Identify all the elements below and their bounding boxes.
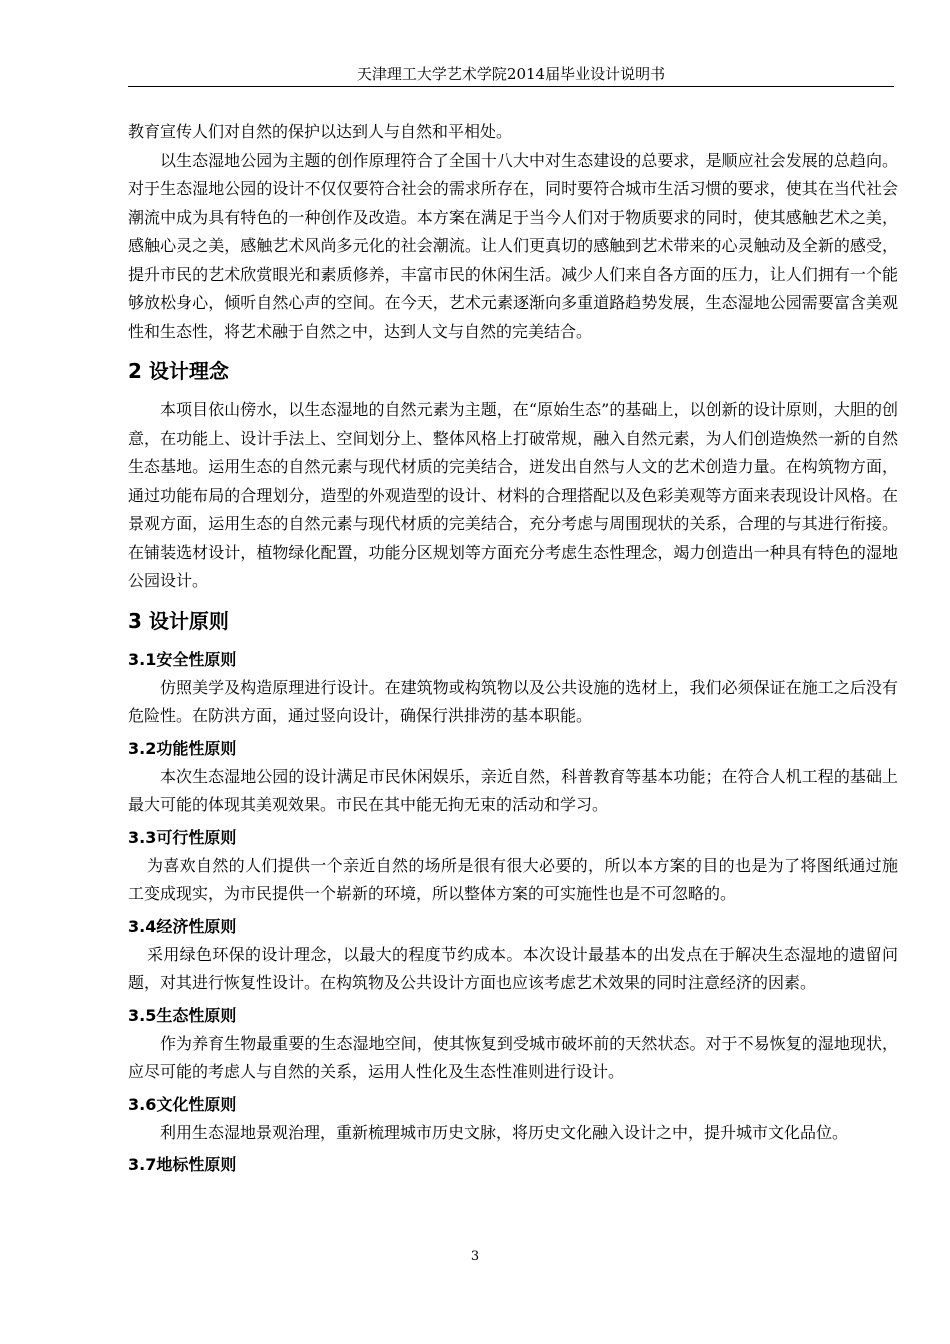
subsection-3-2-text: 本次生态湿地公园的设计满足市民休闲娱乐，亲近自然，科普教育等基本功能；在符合人机工程的基础上最大可能的体现其美观效果。市民在其中能无拘无束的活动和学习。 — [128, 766, 898, 814]
subsection-3-5-heading: 3.5生态性原则 — [128, 1005, 237, 1025]
intro-paragraph-2: 以生态湿地公园为主题的创作原理符合了全国十八大中对生态建设的总要求，是顺应社会发展的总趋向。对于生态湿地公园的设计不仅仅要符合社会的需求所存在，同时要符合城市生活习惯的要求，使其在当代社会潮流中成为具有特色的一种创作及改造。本方案在满足于当今人们对于物质要求的同时，使其感触艺术之美，感触心灵之美，感触艺术风尚多元化的社会潮流。让人们更真切的感触到艺术带来的心灵触动及全新的感受，提升市民的艺术欣赏眼光和素质修养，丰富市民的休闲生活。减少人们来自各方面的压力，让人们拥有一个能够放松身心，倾听自然心声的空间。在今天，艺术元素逐渐向多重道路趋势发展，生态湿地公园需要富含美观性和生态性，将艺术融于自然之中，达到人文与自然的完美结合。 — [128, 150, 898, 341]
subsection-3-7-heading: 3.7地标性原则 — [128, 1155, 237, 1174]
page-body — [128, 118, 898, 1179]
page-number: 3 — [470, 1249, 480, 1264]
subsection-3-4-heading: 3.4经济性原则 — [128, 916, 237, 936]
subsection-3-3-text: 为喜欢自然的人们提供一个亲近自然的场所是很有很大必要的，所以本方案的目的也是为了将图纸通过施工变成现实，为市民提供一个崭新的环境，所以整体方案的可实施性也是不可忽略的。 — [128, 855, 898, 903]
subsection-3-1-heading: 3.1安全性原则 — [128, 649, 237, 669]
intro-paragraph-1: 教育宣传人们对自然的保护以达到人与自然和平相处。 — [128, 122, 513, 141]
section-2-paragraph: 本项目依山傍水，以生态湿地的自然元素为主题，在“原始生态”的基础上，以创新的设计原则，大胆的创意，在功能上、设计手法上、空间划分上、整体风格上打破常规，融入自然元素，为人们创造焕然一新的自然生态基地。运用生态的自然元素与现代材质的完美结合，迸发出自然与人文的艺术创造力量。在构筑物方面，通过功能布局的合理划分，造型的外观造型的设计、材料的合理搭配以及色彩美观等方面来表现设计风格。在景观方面，运用生态的自然元素与现代材质的完美结合，充分考虑与周围现状的关系，合理的与其进行衔接。在铺装选材设计，植物绿化配置，功能分区规划等方面充分考虑生态性理念，竭力创造出一种具有特色的湿地公园设计。 — [128, 400, 898, 590]
page-header: 天津理工大学艺术学院2014届毕业设计说明书 — [356, 65, 666, 83]
subsection-3-5-text: 作为养育生物最重要的生态湿地空间，使其恢复到受城市破坏前的天然状态。对于不易恢复的湿地现状，应尽可能的考虑人与自然的关系，运用人性化及生态性准则进行设计。 — [128, 1033, 898, 1081]
subsection-3-2-heading: 3.2功能性原则 — [128, 738, 237, 758]
subsection-3-4-text: 采用绿色环保的设计理念，以最大的程度节约成本。本次设计最基本的出发点在于解决生态湿地的遗留问题，对其进行恢复性设计。在构筑物及公共设计方面也应该考虑艺术效果的同时注意经济的因素。 — [128, 944, 898, 992]
subsection-3-1-text: 仿照美学及构造原理进行设计。在建筑物或构筑物以及公共设施的选材上，我们必须保证在施工之后没有危险性。在防洪方面，通过竖向设计，确保行洪排涝的基本职能。 — [128, 677, 898, 725]
subsection-3-3-heading: 3.3可行性原则 — [128, 827, 237, 847]
subsection-3-6-heading: 3.6文化性原则 — [128, 1094, 237, 1114]
subsection-3-6-text: 利用生态湿地景观治理，重新梳理城市历史文脉，将历史文化融入设计之中，提升城市文化品位。 — [160, 1122, 849, 1142]
section-3-heading: 3 设计原则 — [128, 608, 229, 633]
header-rule — [128, 86, 894, 87]
section-2-heading: 2 设计理念 — [128, 359, 229, 383]
